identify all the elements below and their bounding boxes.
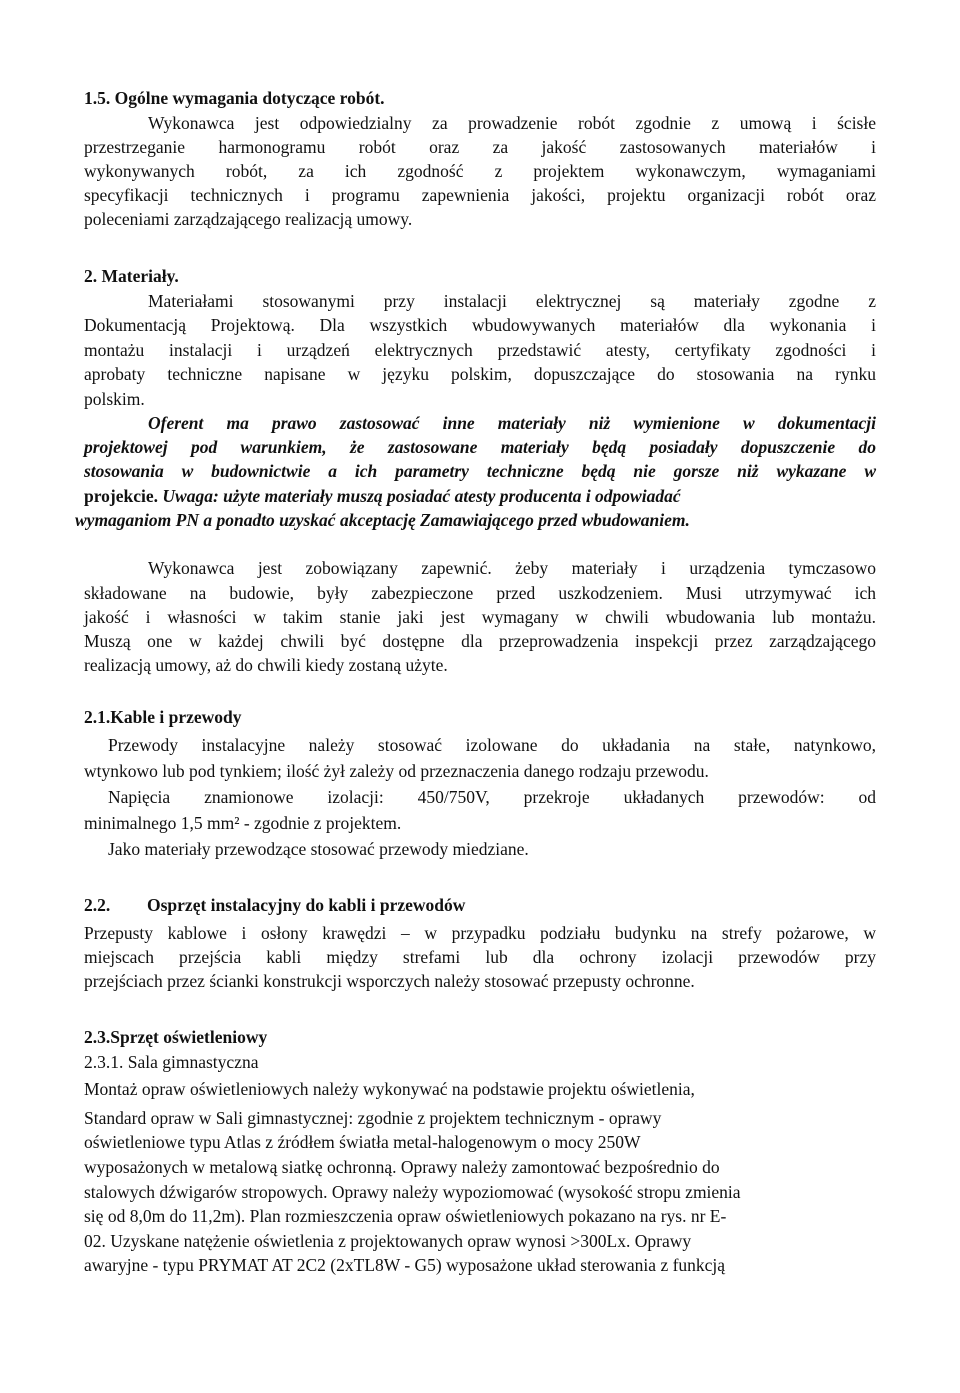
section-2-note-line: stosowania w budownictwie a ich parametry techniczne będą nie gorsze niż wykazane w: [84, 461, 876, 481]
section-1-5-line: wykonywanych robót, za ich zgodność z projektem wykonawczym, wymaganiami: [84, 161, 876, 181]
section-2-3-line: się od 8,0m do 11,2m). Plan rozmieszczenia opraw oświetleniowych pokazano na rys. nr E-: [84, 1206, 727, 1226]
section-2-para2-line: realizacją umowy, aż do chwili kiedy zostaną użyte.: [84, 655, 448, 675]
section-1-5-heading: 1.5. Ogólne wymagania dotyczące robót.: [84, 88, 385, 108]
section-2-1-line: minimalnego 1,5 mm² - zgodnie z projektem.: [84, 813, 402, 833]
section-2-note-last: wymaganiom PN a ponadto uzyskać akceptację Zamawiającego przed wbudowaniem.: [75, 510, 690, 530]
section-2-para2-line: składowane na budowie, były zabezpieczone przed uszkodzeniem. Musi utrzymywać ich: [84, 583, 876, 603]
section-2-note-line: [84, 484, 681, 508]
section-2-3-line: Standard opraw w Sali gimnastycznej: zgodnie z projektem technicznym - oprawy: [84, 1108, 662, 1128]
section-2-para2-line: Muszą one w każdej chwili być dostępne dla przeprowadzenia inspekcji przez zarządzającego: [84, 631, 876, 651]
section-2-line: Materiałami stosowanymi przy instalacji elektrycznej są materiały zgodne z: [148, 291, 876, 311]
section-2-heading: 2. Materiały.: [84, 266, 179, 286]
section-2-note-line: projektowej pod warunkiem, że zastosowane materiały będą posiadały dopuszczenie do: [84, 437, 876, 457]
section-2-line: polskim.: [84, 389, 145, 409]
section-2-3-line: awaryjne - typu PRYMAT AT 2C2 (2xTL8W - G5) wyposażone układ sterowania z funkcją: [84, 1255, 726, 1275]
section-2-2-line: Przepusty kablowe i osłony krawędzi – w przypadku podziału budynku na strefy pożarowe, w: [84, 923, 876, 943]
section-2-3-1-heading: 2.3.1. Sala gimnastyczna: [84, 1052, 259, 1072]
section-2-2-line: miejscach przejścia kabli między strefami lub dla ochrony izolacji przewodów przy: [84, 947, 876, 967]
section-2-note-line: Oferent ma prawo zastosować inne materiały niż wymienione w dokumentacji: [148, 413, 876, 433]
section-2-1-line: wtynkowo lub pod tynkiem; ilość żył zależy od przeznaczenia danego rodzaju przewodu.: [84, 761, 709, 781]
section-2-1-line: Napięcia znamionowe izolacji: 450/750V, przekroje układanych przewodów: od: [108, 787, 876, 807]
section-1-5-line: Wykonawca jest odpowiedzialny za prowadzenie robót zgodnie z umową i ścisłe: [148, 113, 876, 133]
section-2-3-line: stalowych dźwigarów stropowych. Oprawy należy wypoziomować (wysokość stropu zmienia: [84, 1182, 741, 1202]
section-2-note-end-bold: projekcie.: [84, 486, 159, 506]
section-2-note-end-italic: Uwaga: użyte materiały muszą posiadać atesty producenta i odpowiadać: [162, 486, 681, 506]
section-2-2-line: przejściach przez ścianki konstrukcji wsporczych należy stosować przepusty ochronne.: [84, 971, 695, 991]
section-2-1-line: Przewody instalacyjne należy stosować izolowane do układania na stałe, natynkowo,: [108, 735, 876, 755]
section-1-5-line: przestrzeganie harmonogramu robót oraz za jakość zastosowanych materiałów i: [84, 137, 876, 157]
section-2-line: Dokumentacją Projektową. Dla wszystkich wbudowywanych materiałów dla wykonania i: [84, 315, 876, 335]
section-2-para2-line: jakość i własności w takim stanie jaki jest wymagany w chwili wbudowania lub montażu.: [84, 607, 876, 627]
section-2-line: montażu instalacji i urządzeń elektrycznych przedstawić atesty, certyfikaty zgodności i: [84, 340, 876, 360]
section-2-1-line: Jako materiały przewodzące stosować przewody miedziane.: [108, 839, 529, 859]
section-2-2-title: Osprzęt instalacyjny do kabli i przewodów: [147, 895, 466, 915]
section-1-5-line: specyfikacji technicznych i programu zapewnienia jakości, projektu organizacji robót oraz: [84, 185, 876, 205]
section-2-3-line: Montaż opraw oświetleniowych należy wykonywać na podstawie projektu oświetlenia,: [84, 1079, 695, 1099]
section-2-line: aprobaty techniczne napisane w języku polskim, dopuszczające do stosowania na rynku: [84, 364, 876, 384]
section-2-2-number: 2.2.: [84, 895, 111, 915]
section-2-3-heading: 2.3.Sprzęt oświetleniowy: [84, 1027, 268, 1047]
section-2-3-line: oświetleniowe typu Atlas z źródłem światła metal-halogenowym o mocy 250W: [84, 1132, 641, 1152]
section-2-3-line: wyposażonych w metalową siatkę ochronną. Oprawy należy zamontować bezpośrednio do: [84, 1157, 720, 1177]
section-2-3-line: 02. Uzyskane natężenie oświetlenia z projektowanych opraw wynosi >300Lx. Oprawy: [84, 1231, 692, 1251]
section-2-1-heading: 2.1.Kable i przewody: [84, 707, 242, 727]
section-2-para2-line: Wykonawca jest zobowiązany zapewnić. żeby materiały i urządzenia tymczasowo: [148, 558, 876, 578]
section-1-5-line: poleceniami zarządzającego realizacją umowy.: [84, 209, 413, 229]
